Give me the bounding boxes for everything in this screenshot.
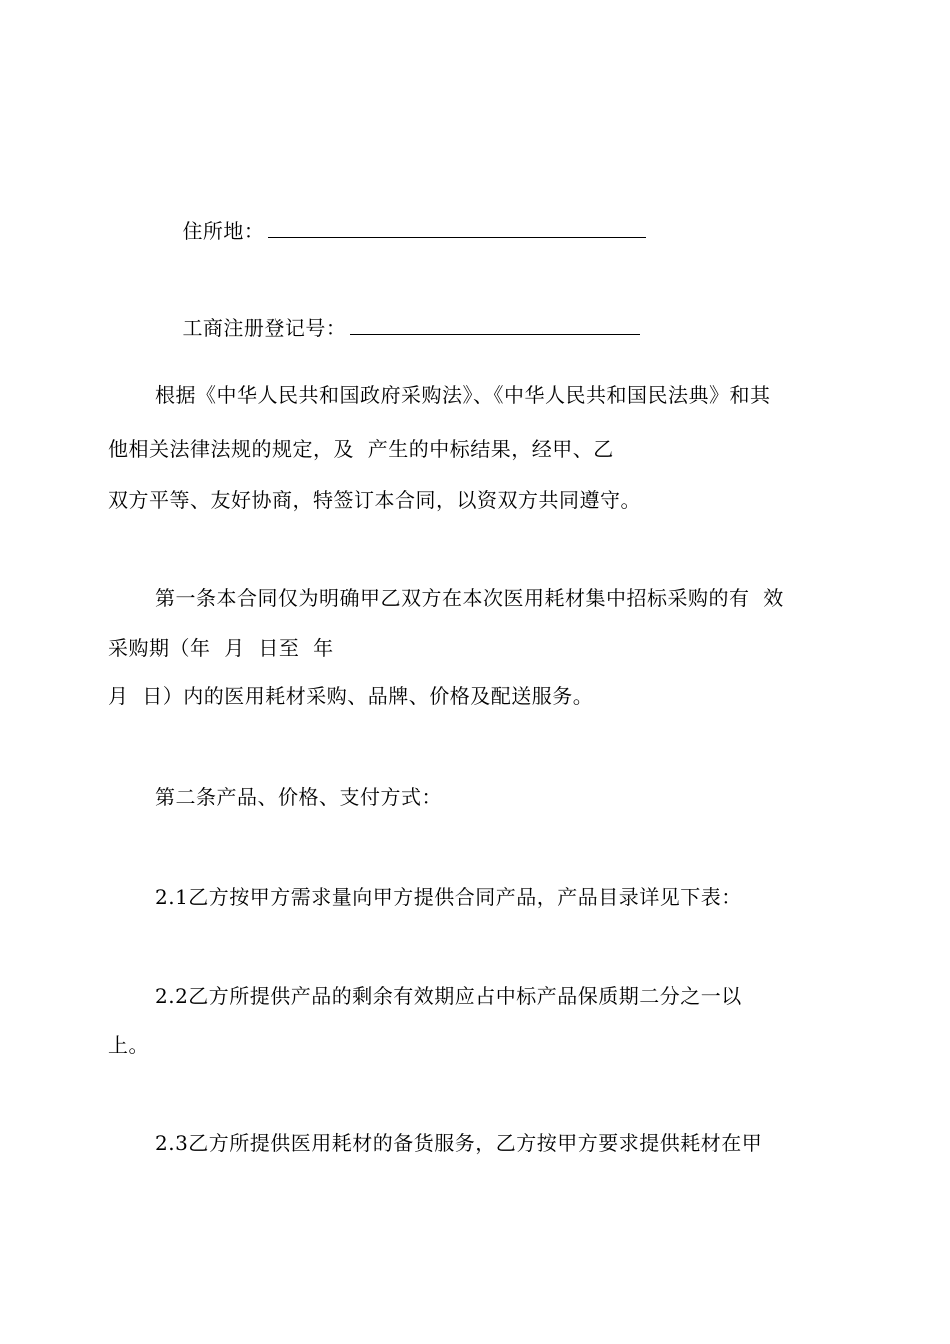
preamble-line-3: 双方平等、友好协商，特签订本合同，以资双方共同遵守。 [108, 488, 641, 512]
registration-label: 工商注册登记号： [182, 316, 347, 340]
clause-2-1: 2.1乙方按甲方需求量向甲方提供合同产品，产品目录详见下表： [155, 885, 742, 909]
article1-line-3: 月 日）内的医用耗材采购、品牌、价格及配送服务。 [108, 684, 594, 708]
preamble-line-1: 根据《中华人民共和国政府采购法》、《中华人民共和国民法典》和其 [155, 383, 771, 407]
clause-2-2-line-2: 上。 [108, 1033, 149, 1057]
article2-heading: 第二条产品、价格、支付方式： [155, 785, 442, 809]
preamble-line-2: 他相关法律法规的规定，及 产生的中标结果，经甲、乙 [108, 437, 614, 461]
address-blank-line[interactable] [268, 217, 646, 238]
registration-blank-line[interactable] [350, 314, 640, 335]
registration-field [155, 288, 640, 367]
article1-line-1: 第一条本合同仅为明确甲乙双方在本次医用耗材集中招标采购的有 效 [155, 586, 784, 610]
clause-2-2-line-1: 2.2乙方所提供产品的剩余有效期应占中标产品保质期二分之一以 [155, 984, 742, 1008]
address-label: 住所地： [182, 219, 265, 243]
article1-line-2: 采购期（年 月 日至 年 [108, 636, 334, 660]
address-field [155, 191, 646, 270]
clause-2-3: 2.3乙方所提供医用耗材的备货服务，乙方按甲方要求提供耗材在甲 [155, 1131, 763, 1155]
